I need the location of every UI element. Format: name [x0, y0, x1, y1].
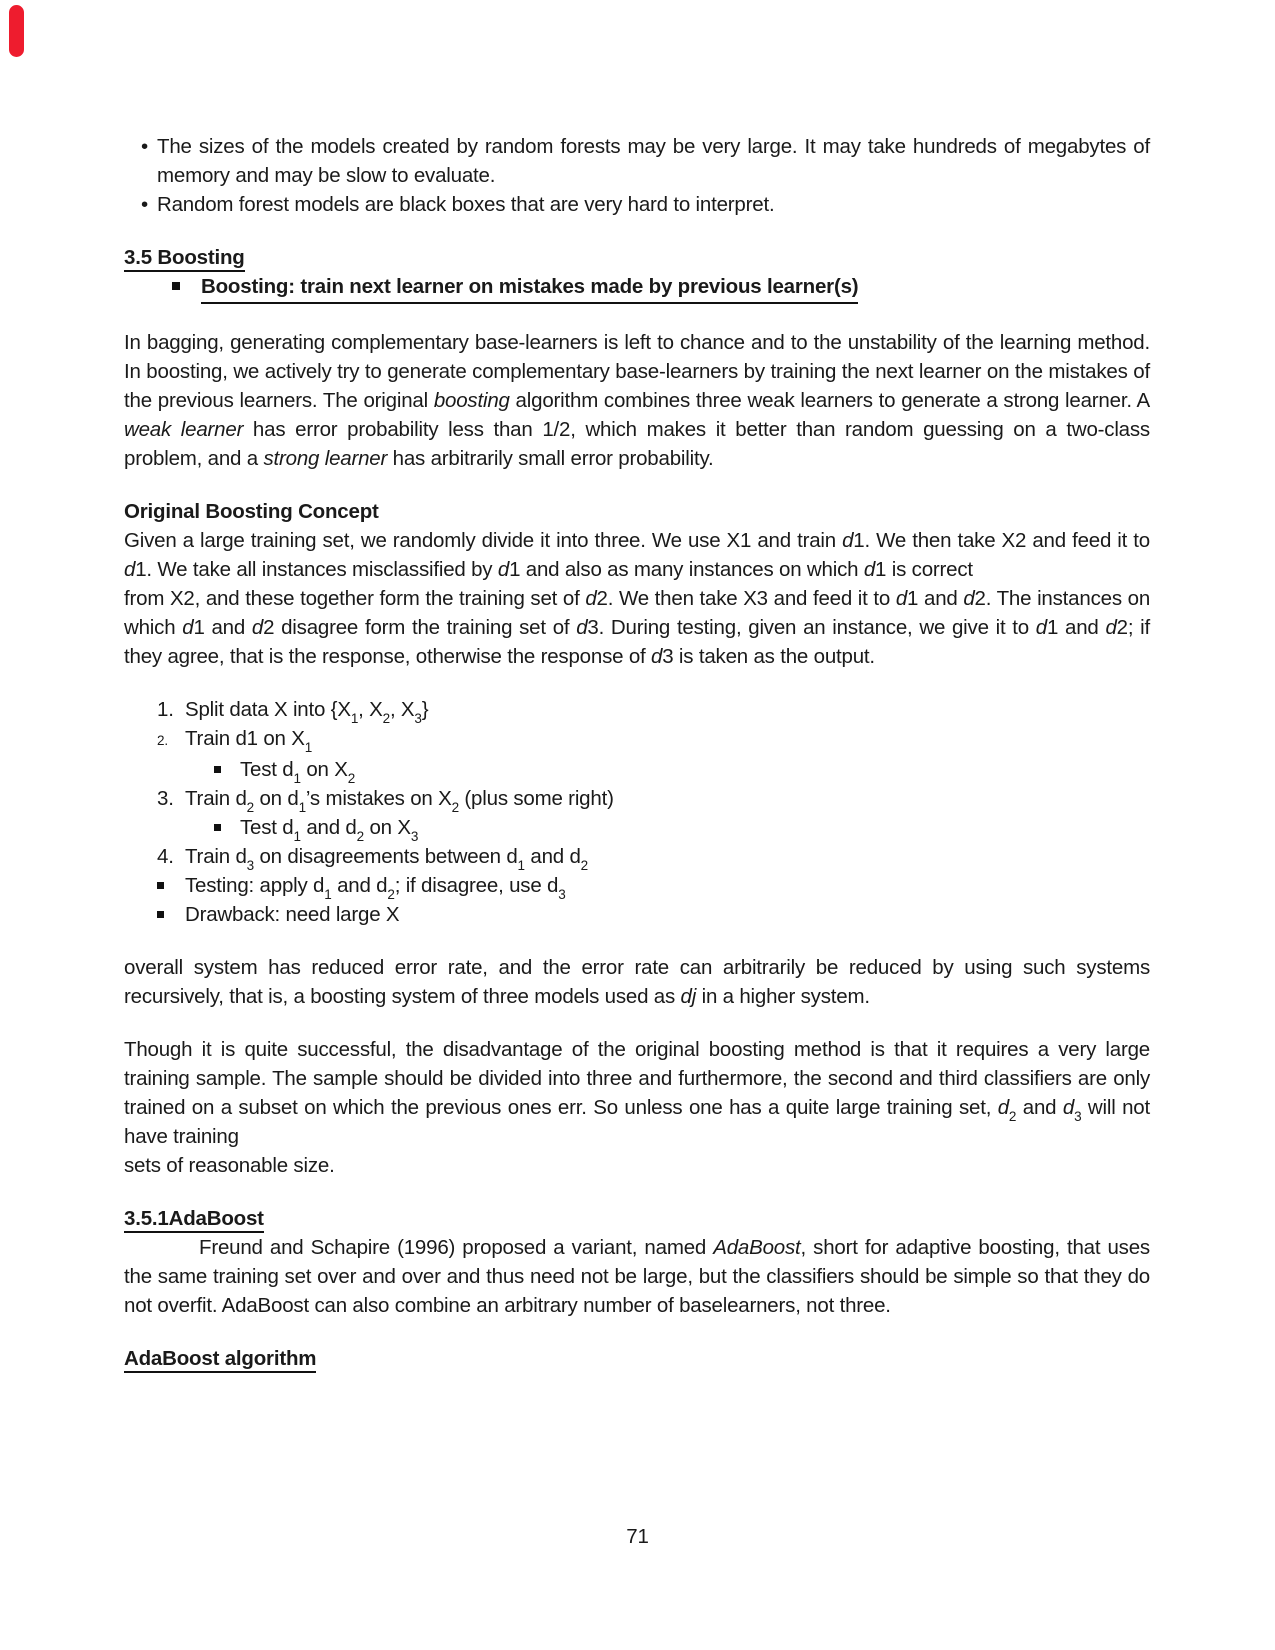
text-run: 2; if they agree, that is the response, otherwise the response of	[124, 616, 1151, 668]
text-run: 1	[350, 711, 359, 727]
text-run: on d	[253, 787, 299, 810]
text-run: ; if disagree, use d	[394, 874, 559, 897]
section-heading	[124, 1204, 1150, 1233]
text-run: d	[585, 587, 597, 610]
text-run: Testing: apply d	[185, 874, 325, 897]
number-marker: 2.	[157, 733, 168, 748]
paragraph	[124, 1035, 1150, 1180]
text-run: on disagreements between d	[253, 845, 518, 868]
paragraph	[124, 953, 1150, 1011]
section-heading-text: 3.5.1AdaBoost	[124, 1207, 264, 1233]
text-run: d	[842, 529, 854, 552]
text-run: algorithm combines three weak learners to generate a strong learner. A	[509, 389, 1150, 412]
text-run: has error probability less than 1/2, which makes it better than random guessing on a two-class problem, and a	[124, 418, 1150, 470]
section-heading-text: 3.5 Boosting	[124, 246, 245, 272]
paragraph	[124, 526, 1150, 671]
square-heading-text	[201, 272, 858, 304]
text-run: will not have training	[124, 1096, 1150, 1148]
text-run: d	[497, 558, 510, 581]
document-content	[124, 132, 1150, 1373]
text-run: 1. We then take X2 and feed it to	[853, 529, 1150, 552]
text-run: Test d	[240, 758, 294, 781]
text-run: 2	[451, 800, 459, 816]
text-run: Random forest models are black boxes that are very hard to interpret.	[157, 193, 775, 216]
text-run: 3. During testing, given an instance, we give it to	[587, 616, 1036, 639]
text-run: Drawback: need large X	[185, 903, 400, 926]
text-run: Freund and Schapire (1996) proposed a variant, named	[199, 1236, 714, 1259]
outline-item-text	[240, 755, 356, 787]
text-run: In bagging, generating complementary base-learners is left to chance and to the unstability of the learning method. In boosting, we actively try to generate complementary base-learners by training the next learner on the mistakes of the previous learners. The original	[124, 331, 1150, 412]
square-bullet	[172, 272, 201, 301]
text-run: in a higher system.	[696, 985, 870, 1008]
bullet-icon: •	[141, 135, 148, 158]
text-run: 1	[517, 858, 525, 874]
text-run: ’s mistakes on X	[305, 787, 452, 810]
text-run: d	[651, 645, 663, 668]
text-run: overall system has reduced error rate, and the error rate can arbitrarily be reduced by using such systems recursively, that is, a boosting system of three models used as	[124, 956, 1150, 1008]
number-marker: 1.	[157, 698, 174, 721]
square-bullet-icon	[214, 766, 221, 773]
text-run: , short for adaptive boosting, that uses the same training set over and over and thus need not be large, but the classifiers should be simple so that they do not overfit. AdaBoost can also combine an arbitrary number of baselearners, not three.	[124, 1236, 1150, 1317]
text-run: Test d	[240, 816, 294, 839]
outline-item	[124, 842, 1150, 874]
outline-item-text	[185, 784, 614, 816]
text-run: 2	[387, 887, 395, 903]
paragraph	[124, 328, 1150, 473]
square-bullet	[214, 813, 240, 842]
text-run: on X	[300, 758, 348, 781]
square-bullet	[157, 900, 185, 929]
text-run: 1 is correct	[875, 558, 973, 581]
text-run: and d	[300, 816, 357, 839]
text-run: 1 and also as many instances on which	[509, 558, 864, 581]
square-bullet	[157, 871, 185, 900]
square-bullet-icon	[172, 282, 180, 290]
text-run: 3	[410, 829, 419, 845]
section-heading	[124, 243, 1150, 272]
outline-item	[124, 871, 1150, 903]
outline-item	[124, 813, 1150, 845]
text-run: , X	[389, 698, 415, 721]
number-marker: 4.	[157, 845, 174, 868]
text-run: }	[421, 698, 429, 721]
text-run: (plus some right)	[458, 787, 614, 810]
list-item	[124, 190, 1150, 219]
square-bullet-icon	[157, 882, 164, 889]
text-run: 2	[356, 829, 364, 845]
text-run: sets of reasonable size.	[124, 1154, 335, 1177]
text-run: d	[863, 558, 876, 581]
square-bullet	[214, 755, 240, 784]
text-run: 3	[246, 858, 254, 874]
text-run: d	[1105, 616, 1117, 639]
text-run: 2	[347, 771, 356, 787]
text-run: Boosting: train next learner on mistakes made by previous learner(s)	[201, 275, 859, 298]
outline-list	[124, 695, 1150, 929]
text-run: 2	[246, 800, 254, 816]
text-run: d	[895, 587, 908, 610]
text-run: 2. We then take X3 and feed it to	[596, 587, 896, 610]
text-run: has arbitrarily small error probability.	[387, 447, 714, 470]
square-bullet-icon	[214, 824, 221, 831]
list-item	[124, 132, 1150, 190]
text-run: strong learner	[263, 447, 388, 470]
text-run: 1	[304, 740, 313, 756]
text-run: 1	[324, 887, 332, 903]
text-run: 1 and	[1047, 616, 1106, 639]
outline-item	[124, 724, 1150, 755]
section-heading-text: Original Boosting Concept	[124, 500, 379, 523]
list-item-text	[157, 190, 1150, 219]
text-run: Though it is quite successful, the disadvantage of the original boosting method is that it requires a very large training sample. The sample should be divided into three and furthermore, the second and third classifiers are only trained on a subset on which the previous ones err. So unless one has a quite large training set,	[124, 1038, 1150, 1119]
outline-item-text	[185, 900, 399, 929]
bullet-icon: •	[141, 193, 148, 216]
paragraph	[124, 1233, 1150, 1320]
section-heading	[124, 1344, 1150, 1373]
text-run: and	[1016, 1096, 1063, 1119]
number-marker: 3.	[157, 787, 174, 810]
text-run: Train d	[185, 787, 247, 810]
text-run: , X	[358, 698, 383, 721]
text-run: Split data X into {X	[185, 698, 351, 721]
outline-item-text	[185, 724, 313, 756]
text-run: 1 and	[907, 587, 964, 610]
text-run: 2	[580, 858, 588, 874]
outline-item	[124, 695, 1150, 727]
page-number: 71	[626, 1525, 649, 1548]
outline-item-text	[240, 813, 419, 845]
outline-item-text	[185, 842, 588, 874]
section-heading-text: AdaBoost algorithm	[124, 1347, 316, 1373]
text-run: d	[1062, 1096, 1075, 1119]
list-item-text	[157, 132, 1150, 190]
text-run: 3	[414, 711, 422, 727]
red-bookmark-marker	[9, 5, 24, 57]
text-run: d	[1035, 616, 1047, 639]
text-run: Given a large training set, we randomly divide it into three. We use X1 and train	[124, 529, 843, 552]
square-heading	[124, 272, 1150, 304]
text-run: 2	[382, 711, 390, 727]
text-run: 1. We take all instances misclassified by	[135, 558, 498, 581]
text-run: d	[182, 616, 194, 639]
text-run: d	[576, 616, 588, 639]
outline-item-text	[185, 871, 566, 903]
section-heading	[124, 497, 1150, 526]
text-run: AdaBoost	[713, 1236, 801, 1259]
text-run: 3	[1074, 1109, 1082, 1125]
text-run: d	[963, 587, 975, 610]
text-run: from X2, and these together form the training set of	[124, 587, 586, 610]
text-run: 2 disagree form the training set of	[263, 616, 577, 639]
outline-item	[124, 755, 1150, 787]
text-run: dj	[680, 985, 697, 1008]
text-run: d	[251, 616, 264, 639]
outline-item	[124, 900, 1150, 929]
text-run: 1	[298, 800, 306, 816]
page-footer	[0, 1522, 1275, 1551]
text-run: 1	[293, 771, 301, 787]
text-run: 2	[1008, 1109, 1017, 1125]
outline-item-text	[185, 695, 429, 727]
text-run: d	[997, 1096, 1009, 1119]
text-run: Train d	[185, 845, 247, 868]
square-bullet-icon	[157, 911, 164, 918]
text-run: 2. The instances on which	[124, 587, 1151, 639]
text-run: Train d1 on X	[185, 727, 305, 750]
bullet-list	[124, 132, 1150, 219]
text-run: The sizes of the models created by random forests may be very large. It may take hundreds of megabytes of memory and may be slow to evaluate.	[157, 135, 1150, 187]
text-run: 1 and	[193, 616, 252, 639]
outline-item	[124, 784, 1150, 816]
text-run: and d	[331, 874, 388, 897]
text-run: d	[124, 558, 136, 581]
text-run: 1	[293, 829, 301, 845]
text-run: on X	[363, 816, 411, 839]
text-run: boosting	[433, 389, 510, 412]
text-run: and d	[524, 845, 581, 868]
text-run: 3 is taken as the output.	[662, 645, 875, 668]
text-run: weak learner	[124, 418, 244, 441]
text-run: 3	[558, 887, 566, 903]
